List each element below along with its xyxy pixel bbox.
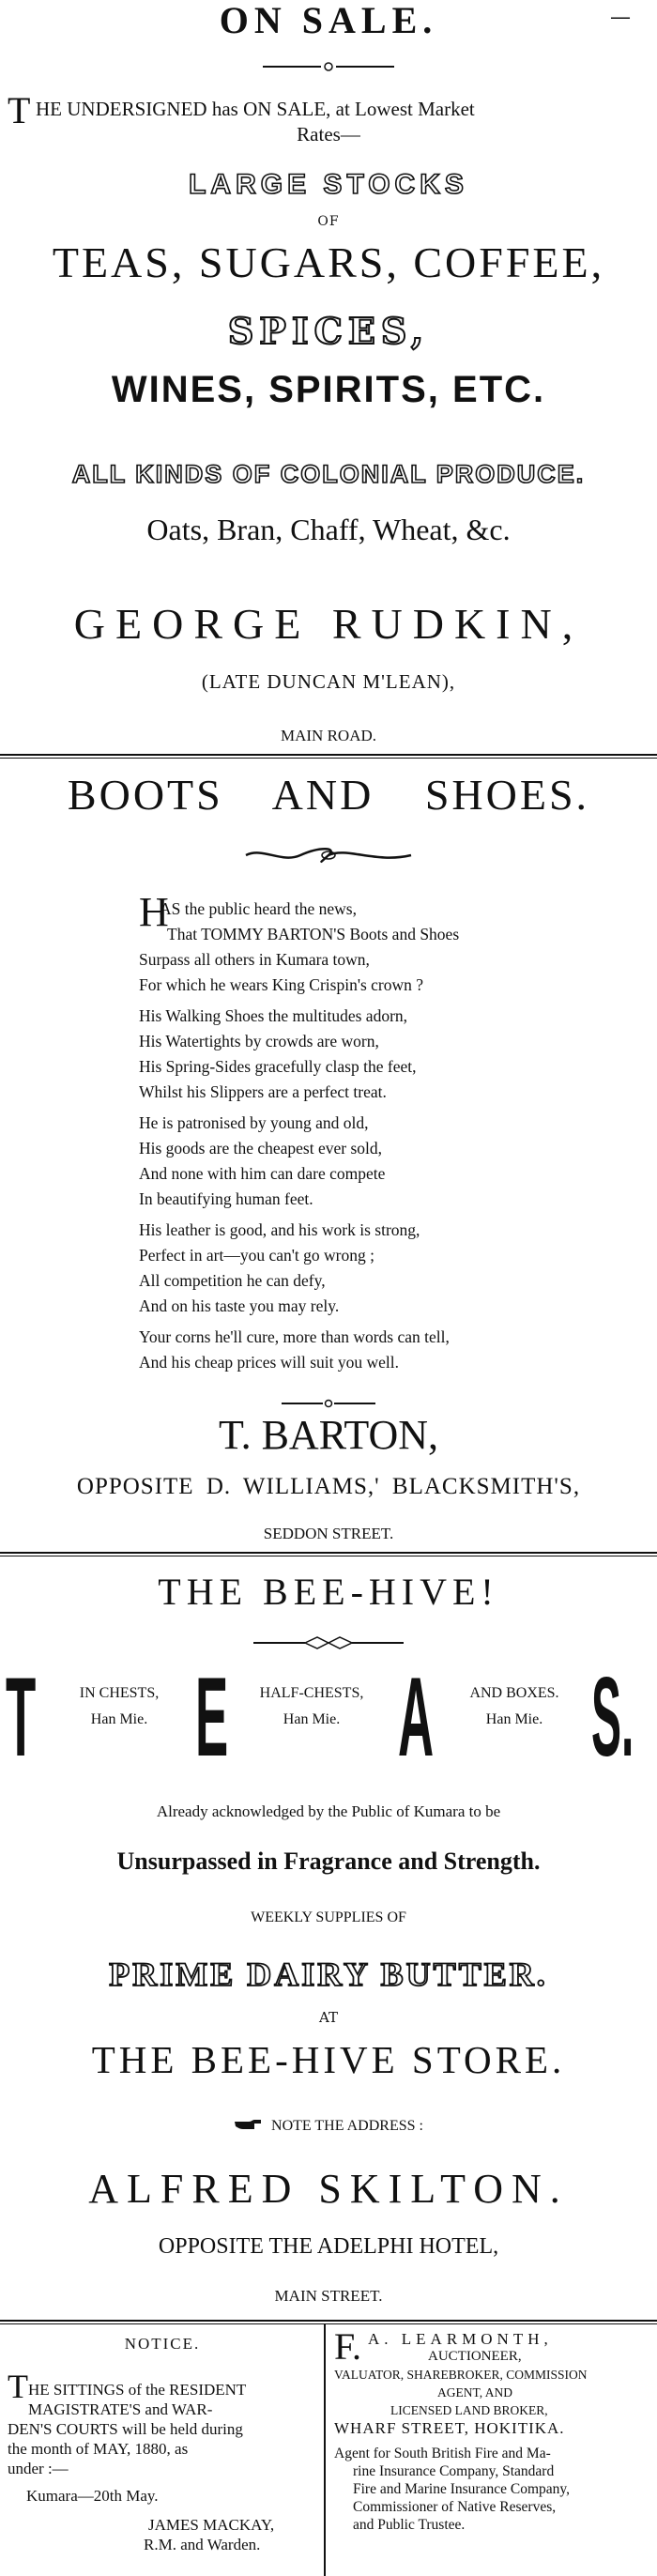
poem-line: He is patronised by young and old,	[139, 1113, 369, 1132]
section-divider	[0, 1552, 657, 1556]
learmonth-dropcap: F.	[334, 2325, 362, 2368]
intro-dropcap: T	[8, 89, 31, 131]
of-label: OF	[317, 214, 340, 229]
tea-box-brand: Han Mie.	[485, 1711, 543, 1727]
on-sale-heading: ON SALE.	[219, 0, 438, 41]
unsurpassed-line: Unsurpassed in Fragrance and Strength.	[116, 1848, 541, 1875]
seddon-street: SEDDON STREET.	[263, 1525, 394, 1542]
tea-letter-t: T	[6, 1654, 37, 1781]
poem-line: His Spring-Sides gracefully clasp the feet,	[139, 1057, 417, 1076]
poem-line: And on his taste you may rely.	[139, 1296, 340, 1315]
prime-dairy-butter: PRIME DAIRY BUTTER.	[109, 1955, 548, 1993]
learmonth-agent-line: rine Insurance Company, Standard	[353, 2463, 555, 2479]
learmonth-auctioneer: AUCTIONEER,	[428, 2349, 522, 2364]
intro-line-2: Rates—	[297, 123, 360, 146]
tea-box-label: AND BOXES.	[469, 1685, 559, 1701]
poem-line: His Watertights by crowds are worn,	[139, 1032, 379, 1050]
learmonth-agent-line: Commissioner of Native Reserves,	[353, 2499, 557, 2515]
main-road: MAIN ROAD.	[281, 727, 376, 744]
notice-line: under :—	[8, 2460, 69, 2477]
colonial-produce: ALL KINDS OF COLONIAL PRODUCE.	[71, 460, 586, 488]
notice-signer-title: R.M. and Warden.	[144, 2536, 261, 2553]
tea-letter-a: A	[398, 1654, 435, 1781]
tea-box-brand: Han Mie.	[283, 1711, 341, 1727]
notice-line: the month of MAY, 1880, as	[8, 2440, 189, 2458]
notice-kumara: Kumara—20th May.	[26, 2487, 159, 2505]
learmonth-agent-line: Agent for South British Fire and Ma-	[334, 2446, 551, 2461]
learmonth-name: A. LEARMONTH,	[368, 2330, 553, 2348]
tea-box-half-chests	[246, 1683, 377, 1730]
merchant-george-rudkin: GEORGE RUDKIN,	[73, 600, 584, 648]
note-address-line	[0, 2118, 657, 2136]
poem-line: And none with him can dare compete	[139, 1164, 386, 1183]
corner-dash: —	[610, 6, 631, 29]
poem-line: Your corns he'll cure, more than words can tell,	[139, 1327, 450, 1346]
notice-signer: JAMES MACKAY,	[148, 2516, 275, 2534]
poem-line: In beautifying human feet.	[139, 1189, 313, 1208]
tea-box-boxes	[449, 1683, 580, 1730]
intro-line-1: HE UNDERSIGNED has ON SALE, at Lowest Market	[36, 98, 475, 120]
poem-line: That TOMMY BARTON'S Boots and Shoes	[167, 925, 460, 943]
bee-hive-heading: THE BEE-HIVE!	[158, 1571, 499, 1613]
weekly-supplies: WEEKLY SUPPLIES OF	[251, 1909, 406, 1925]
column-divider	[324, 2324, 326, 2576]
learmonth-address: WHARF STREET, HOKITIKA.	[334, 2419, 565, 2437]
poem	[139, 897, 571, 1375]
tea-box-chests	[58, 1683, 180, 1730]
poem-line: And his cheap prices will suit you well.	[139, 1353, 400, 1372]
learmonth-agent-line: and Public Trustee.	[353, 2517, 466, 2533]
poem-line: All competition he can defy,	[139, 1271, 326, 1290]
tea-box-brand: Han Mie.	[90, 1711, 148, 1727]
ornament-rule	[0, 58, 657, 76]
section-divider	[0, 754, 657, 759]
learmonth-roles-3: LICENSED LAND BROKER,	[390, 2403, 548, 2417]
notice-line: DEN'S COURTS will be held during	[8, 2420, 243, 2438]
poem-line: His Walking Shoes the multitudes adorn,	[139, 1006, 408, 1025]
notice-column	[8, 2324, 317, 2554]
poem-line: Whilst his Slippers are a perfect treat.	[139, 1082, 387, 1101]
spices-heading: SPICES,	[227, 310, 430, 352]
poem-line: For which he wears King Crispin's crown ?	[139, 975, 424, 994]
diamond-ornament	[0, 1635, 657, 1653]
poem-line: His goods are the cheapest ever sold,	[139, 1139, 383, 1158]
opposite-adelphi: OPPOSITE THE ADELPHI HOTEL,	[158, 2234, 499, 2259]
tea-letter-s: S.	[591, 1654, 634, 1781]
poem-line: Perfect in art—you can't go wrong ;	[139, 1246, 374, 1265]
learmonth-roles-2: AGENT, AND	[437, 2385, 512, 2400]
merchant-t-barton: T. BARTON,	[218, 1412, 439, 1458]
merchant-alfred-skilton: ALFRED SKILTON.	[88, 2166, 569, 2212]
tea-letter-e: E	[195, 1654, 229, 1781]
opposite-williams: OPPOSITE D. WILLIAMS,' BLACKSMITH'S,	[76, 1474, 581, 1499]
poem-line: His leather is good, and his work is strong,	[139, 1220, 420, 1239]
notice-line: MAGISTRATE'S and WAR-	[28, 2400, 213, 2418]
tea-box-label: IN CHESTS,	[79, 1685, 160, 1701]
learmonth-column	[334, 2324, 651, 2534]
notice-title: NOTICE.	[124, 2335, 201, 2353]
main-street: MAIN STREET.	[274, 2287, 383, 2305]
bee-hive-store: THE BEE-HIVE STORE.	[91, 2038, 566, 2081]
flourish-ornament	[0, 845, 657, 869]
poem-line: AS the public heard the news,	[160, 899, 357, 918]
poem-dropcap: H	[139, 889, 169, 935]
learmonth-agent-line: Fire and Marine Insurance Company,	[353, 2481, 570, 2497]
boots-shoes-heading: BOOTS AND SHOES.	[67, 771, 590, 819]
pointing-hand-icon	[234, 2118, 262, 2136]
notice-line: HE SITTINGS of the RESIDENT	[28, 2381, 247, 2399]
grains-line: Oats, Bran, Chaff, Wheat, &c.	[146, 513, 511, 546]
wines-spirits: WINES, SPIRITS, ETC.	[111, 369, 546, 410]
notice-dropcap: T	[8, 2368, 28, 2405]
tea-box-label: HALF-CHESTS,	[259, 1685, 364, 1701]
poem-line: Surpass all others in Kumara town,	[139, 950, 370, 969]
at-label: AT	[318, 2009, 339, 2026]
large-stocks: LARGE STOCKS	[189, 169, 468, 200]
note-address: NOTE THE ADDRESS :	[271, 2118, 423, 2135]
teas-sugars-coffee: TEAS, SUGARS, COFFEE,	[52, 238, 605, 286]
late-duncan-mlean: (LATE DUNCAN M'LEAN),	[201, 670, 456, 693]
learmonth-roles-1: VALUATOR, SHAREBROKER, COMMISSION	[334, 2368, 588, 2382]
acknowledged-line: Already acknowledged by the Public of Kumara to be	[156, 1802, 501, 1820]
